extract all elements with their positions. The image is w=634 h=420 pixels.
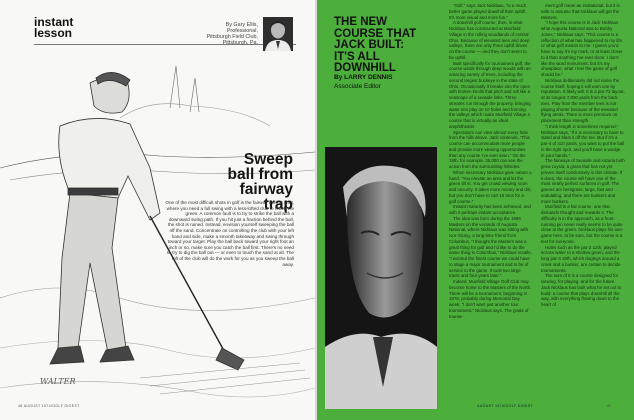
- article-paragraph: Indeed, Muirfield Village Golf Club may become home to the Masters of the North. There will be a tournament, beginning in 1976, probably during Memorial Day week. “I don't want just another tour tournament,” Nicklaus says. The goals of tourna-: [449, 279, 532, 319]
- lesson-body-text: One of the most difficult shots in golf is the fairway bunker shot, where you need a full swing with a less-lofted club to reach the green. A common fault is to try to strike the ball with a downward swing path. If you hit just a fraction behind the ball, the shot is ruined. Instead, envision yourself sweeping the ball off the sand. Concentrate on controlling the club with your left hand and side, make a smooth takeaway and swing through toward your target. Play the ball back toward your right foot an inch or so, make sure you catch the ball first. There's no need to try to dig the ball out — or even to touch the sand at all. The loft of the club will do the work for you as you sweep the ball away.: [165, 200, 294, 267]
- headline-line: Sweep: [243, 151, 293, 168]
- article-paragraph: Muirfield is a fair course, one that demands thought and rewards it. The difficulty is in the approach, as a front-running pin never really seems to be quite close to the green. Nicklaus plays his own game here, to be sure, but the course is a test for everyone.: [541, 204, 623, 244]
- left-page: [0, 0, 315, 420]
- nicklaus-photo: [325, 147, 437, 409]
- article-paragraph: Nicklaus deliberately did not name the course itself, hoping it will earn one by reputation. It likely will. It is a par-72 layout, at its longest 7,000 yards from the back tees. Play from the member tees is not playing shorter because of the elevated flying areas. There is more premium on placement than strength.: [541, 77, 625, 123]
- page-number: 47: [607, 404, 611, 408]
- right-page: [317, 0, 634, 420]
- headline-line: ball from: [227, 166, 293, 183]
- headline-line: IT'S ALL: [334, 50, 380, 63]
- article-author: By LARRY DENNIS: [334, 74, 393, 81]
- article-paragraph: The sum of it is a course designed for viewing, for playing, and for the future. Jack Nicklaus has built what he set out to build: a course that plays downhill all the way, with everything flowing down to the heart of: [541, 273, 622, 307]
- byline-line: Pittsburgh, Pa.: [222, 40, 258, 46]
- article-column-right: [541, 3, 625, 408]
- article-paragraph: The idea was born during the 1966 Masters on the veranda of Augusta National, where Nicklaus was sitting with Ivor Young, a long-time friend from Columbus. “I thought the Masters was a great thing for golf and I'd like to do the same thing in Columbus,” Nicklaus recalls. “I wanted the finest course we could have to stage a major tournament and to be of service to the game. It took two large tracts and four years later.”: [449, 215, 532, 279]
- author-byline: [200, 22, 258, 46]
- article-column-middle: [449, 3, 532, 408]
- article-paragraph: “Golf,” says Jack Nicklaus, “is a much better game played downhill than uphill. It's more visual and more fun.”: [449, 3, 527, 20]
- article-paragraph: When necessary Nicklaus gave nature a hand. “You elevate an area and let the green tilt in. You get crowd viewing room and security. It takes more money and dirt, but you don't have to cart 15 tons for a golf course.”: [449, 169, 532, 204]
- article-paragraph: Built specifically for tournament golf, the course winds through deep woods with an amazing variety of trees, including the second largest buckeye in the state of Ohio. Occasionally it breaks into the open with broken knolls that pitch and roll like a seascape of a seaside links. Three streams run through the property, bringing water into play on 10 holes and forming the valleys which make Muirfield Village a course that is virtually an ideal amphitheater.: [449, 60, 531, 129]
- byline-line: By Gary Ellis,: [225, 22, 258, 28]
- article-paragraph: ment golf mean an invitational, but it is safe to assume that Nicklaus will get the Masters.: [541, 3, 620, 20]
- section-label-line: lesson: [34, 26, 73, 40]
- article-paragraph: Holes such as the par-3 12th, played across water to a shallow green, and the long par-4 18th, which doglegs around a creek and a bunker, are certain to decide tournaments.: [541, 244, 621, 273]
- byline-line: Professional,: [226, 28, 258, 34]
- headline-line: trap: [263, 196, 293, 213]
- article-headline: [334, 17, 454, 75]
- page-footer: AUGUST 1974/GOLF DIGEST: [477, 404, 533, 408]
- headline-line: THE NEW: [334, 16, 388, 28]
- headline-line: fairway: [239, 181, 293, 198]
- headline-line: COURSE THAT: [334, 27, 417, 40]
- author-role: Associate Editor: [334, 83, 381, 90]
- artist-signature: WALTER: [40, 377, 76, 386]
- headline-line: JACK BUILT:: [334, 39, 405, 51]
- article-paragraph: “I hope this course is in Jack Nicklaus what Augusta National was to Bobby Jones,” Nicklaus says. “This course is a reflection of what has happened to my life, or what golf means to me. I guess you'd have to say it's my mark, or at least closer to it than anything I've ever done. I don't like the word monument, but it's my showplace, what I feel the game of golf should be.”: [541, 20, 624, 77]
- page-footer: 46 AUGUST 1974/GOLF DIGEST: [18, 404, 80, 408]
- headline-line: DOWNHILL: [334, 62, 396, 74]
- article-paragraph: “I think length is sometimes required,” Nicklaus says, “if it is necessary to have to stand and blast it off the tee. But if it's a par-4 of 410 yards, you want to put the ball in the right spot, and you'll have a wedge in your hands.”: [541, 123, 625, 158]
- article-paragraph: Instant maturity has been achieved, and with it perhaps instant acceptance.: [449, 204, 531, 215]
- section-label: [34, 17, 73, 39]
- byline-line: Pittsburgh Field Club,: [206, 34, 258, 40]
- author-portrait: [263, 17, 293, 51]
- section-label-line: instant: [34, 15, 74, 29]
- article-paragraph: The fairways of Seaside and Asturia both grow zoysia, a grass that has not yet proven itself conclusively in this climate. If it does, the course will have one of the most nearly perfect surfaces in golf. The greens are bentgrass, large, fast and undulating, and there are bunkers and more bunkers.: [541, 158, 625, 204]
- article-paragraph: A downhill golf course, then, is what Nicklaus has constructed at Muirfield Village in the rolling woodlands of central Ohio. Because of elevated tees and deep valleys, there are only three uphill drives on the course — and they don't seem to be uphill.: [449, 20, 530, 60]
- article-paragraph: Spectators can view almost every hole from the hills above. Jack contends, “This course can accommodate more people and provide more viewing opportunities than any course I've ever seen.” On the 18th, for example, 35,000 can see the action from the surrounding hillsides.: [449, 129, 530, 169]
